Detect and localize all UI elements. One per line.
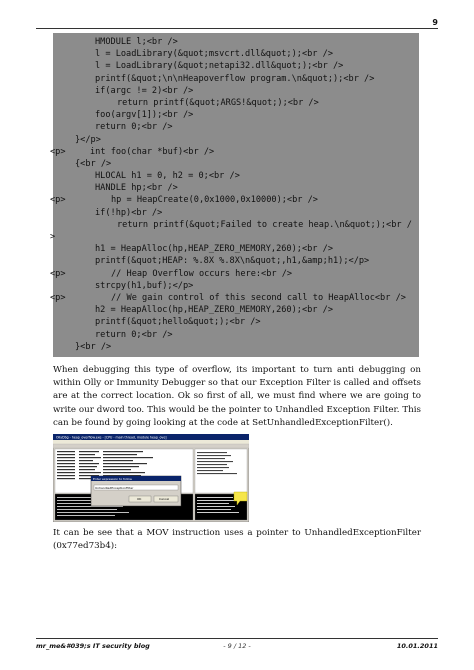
code-line: [53, 304, 419, 316]
dialog-title: Enter expression to follow: [93, 476, 132, 481]
code-line-text: l = LoadLibrary(&quot;netapi32.dll&quot;);<br />: [95, 61, 344, 72]
code-line: [53, 109, 419, 121]
code-line-text: }</p>: [75, 134, 101, 145]
code-line: [53, 280, 419, 292]
code-line-text: if(argc != 2)<br />: [95, 85, 194, 96]
code-line-text: printf(&quot;hello&quot;);<br />: [95, 317, 261, 328]
code-line: [50, 268, 419, 280]
footer-rule: [36, 638, 438, 639]
code-line: [53, 97, 419, 109]
code-line: [53, 255, 419, 267]
code-line: [53, 316, 419, 328]
code-line: [53, 60, 419, 72]
code-line: [53, 182, 419, 194]
footer-blog-name: mr_me&#039;s IT security blog: [36, 642, 150, 650]
screenshot-toolbar: [53, 444, 249, 448]
debugger-screenshot: [53, 434, 249, 522]
code-line: [53, 73, 419, 85]
code-line: [53, 329, 419, 341]
code-line-text: // Heap Overflow occurs here:<br />: [111, 268, 293, 279]
follow-expression-dialog: [91, 476, 181, 506]
code-line: [53, 48, 419, 60]
dialog-input-value: UnhandledExceptionFilter: [95, 485, 134, 490]
screenshot-window-title: OllyDbg - heap_overflow.exe - [CPU - main thread, module heap_ove]: [56, 435, 167, 440]
code-line-text: strcpy(h1,buf);</p>: [95, 280, 194, 291]
screenshot-menubar: [53, 440, 249, 444]
code-line-text: l = LoadLibrary(&quot;msvcrt.dll&quot;);<br />: [95, 49, 333, 60]
code-line: [53, 207, 419, 219]
code-line: [53, 85, 419, 97]
code-line-prefix: <p>: [50, 292, 66, 303]
code-line-text: printf(&quot;HEAP: %.8X %.8X\n&quot;,h1,&amp;h1);</p>: [95, 256, 370, 267]
code-line: [53, 341, 419, 353]
code-line-text: h2 = HeapAlloc(hp,HEAP_ZERO_MEMORY,260);<br />: [95, 305, 333, 316]
code-line: [53, 170, 419, 182]
footer: [36, 642, 438, 654]
code-block: [50, 33, 419, 357]
code-line: [50, 231, 419, 243]
page-number: 9: [432, 18, 438, 27]
code-line-text: return 0;<br />: [95, 122, 173, 133]
code-line: [50, 146, 419, 158]
code-line-text: h1 = HeapAlloc(hp,HEAP_ZERO_MEMORY,260);<br />: [95, 244, 333, 255]
code-line: [53, 219, 419, 231]
code-line-prefix: <p>: [50, 146, 66, 157]
code-line-text: HMODULE l;<br />: [95, 37, 178, 47]
code-line-text: HANDLE hp;<br />: [95, 183, 178, 194]
code-line-text: HLOCAL h1 = 0, h2 = 0;<br />: [95, 171, 240, 182]
code-line: [50, 194, 419, 206]
paragraph-debugging: When debugging this type of overflow, its important to turn anti debugging on within Olly or Immunity Debugger so that our Exception Filter is called and offsets are at the correct location. Ok so first of all, we must find where we are going to write our dword too. This would be the pointer to Unhandled Exception Filter. This can be found by going looking at the code at SetUnhandledExceptionFilter().: [53, 365, 421, 428]
code-line-text: int foo(char *buf)<br />: [90, 146, 215, 157]
paragraph-mov-instruction: It can be see that a MOV instruction uses a pointer to UnhandledExceptionFilter (0x77ed73b4):: [53, 528, 421, 552]
code-line-text: // We gain control of this second call to HeapAlloc<br />: [111, 292, 406, 303]
footer-date: 10.01.2011: [396, 642, 438, 650]
code-line-text: if(!hp)<br />: [95, 207, 163, 218]
code-line-prefix: >: [50, 232, 56, 242]
code-line-text: {<br />: [75, 158, 112, 169]
code-line: [53, 121, 419, 133]
code-line-text: }<br />: [75, 341, 112, 352]
code-line: [53, 158, 419, 170]
footer-page-count: - 9 / 12 -: [223, 642, 251, 650]
code-line-text: foo(argv[1]);<br />: [95, 110, 194, 121]
code-line-text: return printf(&quot;ARGS!&quot;);<br />: [117, 97, 319, 108]
header-rule: [36, 28, 438, 29]
code-line: [50, 292, 419, 304]
code-line-prefix: <p>: [50, 268, 66, 279]
code-line-text: return 0;<br />: [95, 329, 173, 340]
code-line-text: printf(&quot;\n\nHeapoverflow program.\n&quot;);<br />: [95, 73, 375, 84]
dialog-cancel-label: Cancel: [159, 497, 170, 501]
code-line: [53, 243, 419, 255]
code-line-prefix: <p>: [50, 195, 66, 206]
code-line-text: return printf(&quot;Failed to create heap.\n&quot;);<br /: [117, 219, 412, 230]
code-line: [53, 36, 419, 48]
dialog-ok-label: OK: [137, 497, 142, 501]
code-line-text: hp = HeapCreate(0,0x1000,0x10000);<br />: [111, 195, 318, 206]
code-line: [53, 134, 419, 146]
